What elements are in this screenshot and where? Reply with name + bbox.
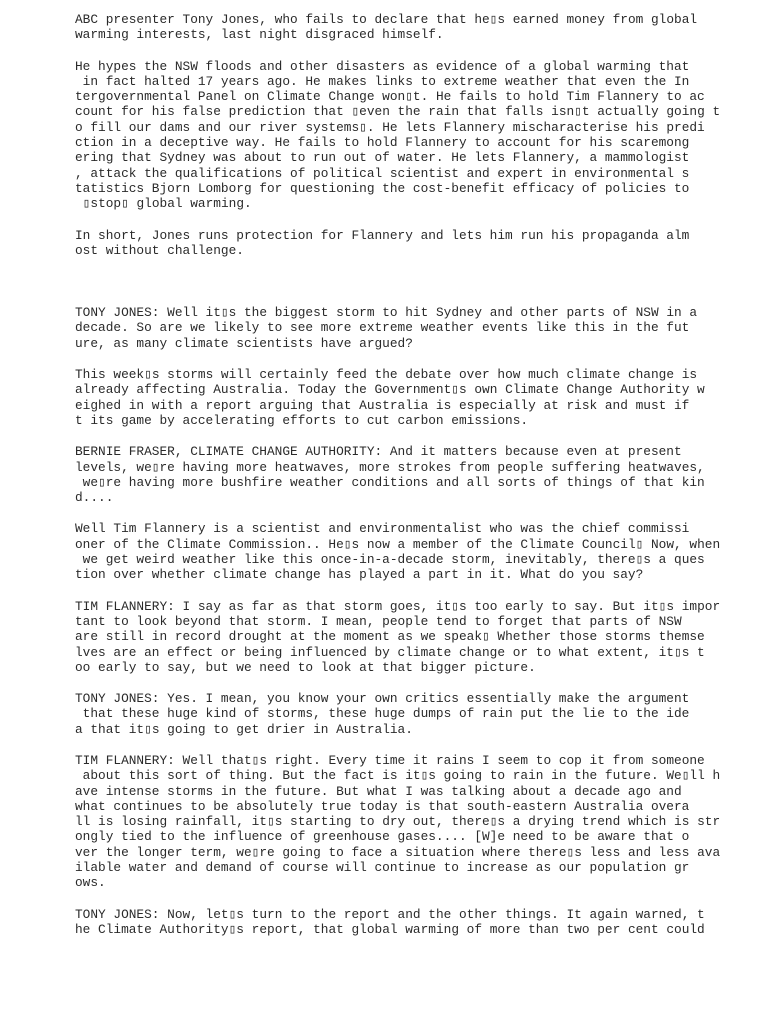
intro-paragraph [75,12,715,43]
text-line: tion over whether climate change has played a part in it. What do you say? [75,567,644,583]
text-line: o fill our dams and our river systems▯. He lets Flannery mischaracterise his predi [75,119,705,135]
text-line: ave intense storms in the future. But what I was talking about a decade ago and [75,783,682,799]
text-line: ilable water and demand of course will continue to increase as our population gr [75,860,690,876]
text-line: that these huge kind of storms, these huge dumps of rain put the lie to the ide [75,706,690,722]
text-line: This week▯s storms will certainly feed the debate over how much climate change is [75,367,698,383]
text-line: warming interests, last night disgraced himself. [75,27,444,43]
text-line: In short, Jones runs protection for Flannery and lets him run his propaganda alm [75,227,690,243]
text-line: already affecting Australia. Today the Government▯s own Climate Change Authority w [75,382,705,398]
text-line: we get weird weather like this once-in-a-decade storm, inevitably, there▯s a ques [75,552,705,568]
text-line: TIM FLANNERY: I say as far as that storm goes, it▯s too early to say. But it▯s impor [75,598,721,614]
text-line: we▯re having more bushfire weather conditions and all sorts of things of that kin [75,474,705,490]
text-line: TONY JONES: Now, let▯s turn to the report and the other things. It again warned, t [75,906,705,922]
text-line: lves are an effect or being influenced by climate change or to what extent, it▯s t [75,644,705,660]
text-line: are still in record drought at the moment as we speak▯ Whether those storms themse [75,629,705,645]
text-line: oner of the Climate Commission.. He▯s now a member of the Climate Council▯ Now, when [75,536,721,552]
text-line: levels, we▯re having more heatwaves, more strokes from people suffering heatwaves, [75,459,705,475]
text-line: ost without challenge. [75,242,244,258]
text-line: ure, as many climate scientists have argued? [75,335,413,351]
transcript-paragraph [75,367,715,428]
text-line: ver the longer term, we▯re going to face a situation where there▯s less and less ava [75,844,721,860]
text-line: eighed in with a report arguing that Australia is especially at risk and must if [75,397,690,413]
transcript-paragraph [75,907,715,938]
text-line: he Climate Authority▯s report, that global warming of more than two per cent could [75,921,705,937]
text-line: ▯stop▯ global warming. [75,196,252,212]
text-line: TIM FLANNERY: Well that▯s right. Every time it rains I seem to cop it from someone [75,752,705,768]
text-line: oo early to say, but we need to look at that bigger picture. [75,659,536,675]
text-line: ering that Sydney was about to run out of water. He lets Flannery, a mammologist [75,150,690,166]
text-line: Well Tim Flannery is a scientist and environmentalist who was the chief commissi [75,521,690,537]
text-line: tatistics Bjorn Lomborg for questioning the cost-benefit efficacy of policies to [75,180,690,196]
body-paragraph [75,58,721,212]
transcript-paragraph [75,691,715,737]
transcript-paragraph [75,598,721,675]
transcript-paragraph [75,305,715,351]
text-line: ABC presenter Tony Jones, who fails to declare that he▯s earned money from global [75,12,698,27]
text-line: d.... [75,490,114,506]
transcript-paragraph [75,444,715,505]
text-line: in fact halted 17 years ago. He makes links to extreme weather that even the In [75,73,690,89]
text-line: what continues to be absolutely true today is that south-eastern Australia overa [75,798,690,814]
text-line: tant to look beyond that storm. I mean, people tend to forget that parts of NSW [75,613,682,629]
text-line: decade. So are we likely to see more extreme weather events like this in the fut [75,320,690,336]
text-line: a that it▯s going to get drier in Australia. [75,721,413,737]
text-line: ongly tied to the influence of greenhouse gases.... [W]e need to be aware that o [75,829,690,845]
text-line: about this sort of thing. But the fact is it▯s going to rain in the future. We▯ll h [75,768,721,784]
document-page [75,12,721,953]
text-line: BERNIE FRASER, CLIMATE CHANGE AUTHORITY: And it matters because even at present [75,444,682,460]
text-line: TONY JONES: Well it▯s the biggest storm to hit Sydney and other parts of NSW in a [75,305,698,321]
text-line: ows. [75,875,106,891]
text-line: tergovernmental Panel on Climate Change won▯t. He fails to hold Tim Flannery to ac [75,89,705,105]
text-line: ction in a deceptive way. He fails to hold Flannery to account for his scaremong [75,135,690,151]
text-line: t its game by accelerating efforts to cut carbon emissions. [75,412,529,428]
text-line: , attack the qualifications of political scientist and expert in environmental s [75,165,690,181]
text-line: ll is losing rainfall, it▯s starting to dry out, there▯s a drying trend which is str [75,814,721,830]
summary-paragraph [75,228,715,259]
transcript-paragraph [75,752,721,891]
text-line: He hypes the NSW floods and other disasters as evidence of a global warming that [75,58,690,74]
transcript-paragraph [75,521,721,583]
text-line: TONY JONES: Yes. I mean, you know your own critics essentially make the argument [75,691,690,707]
text-line: count for his false prediction that ▯even the rain that falls isn▯t actually going t [75,104,721,120]
